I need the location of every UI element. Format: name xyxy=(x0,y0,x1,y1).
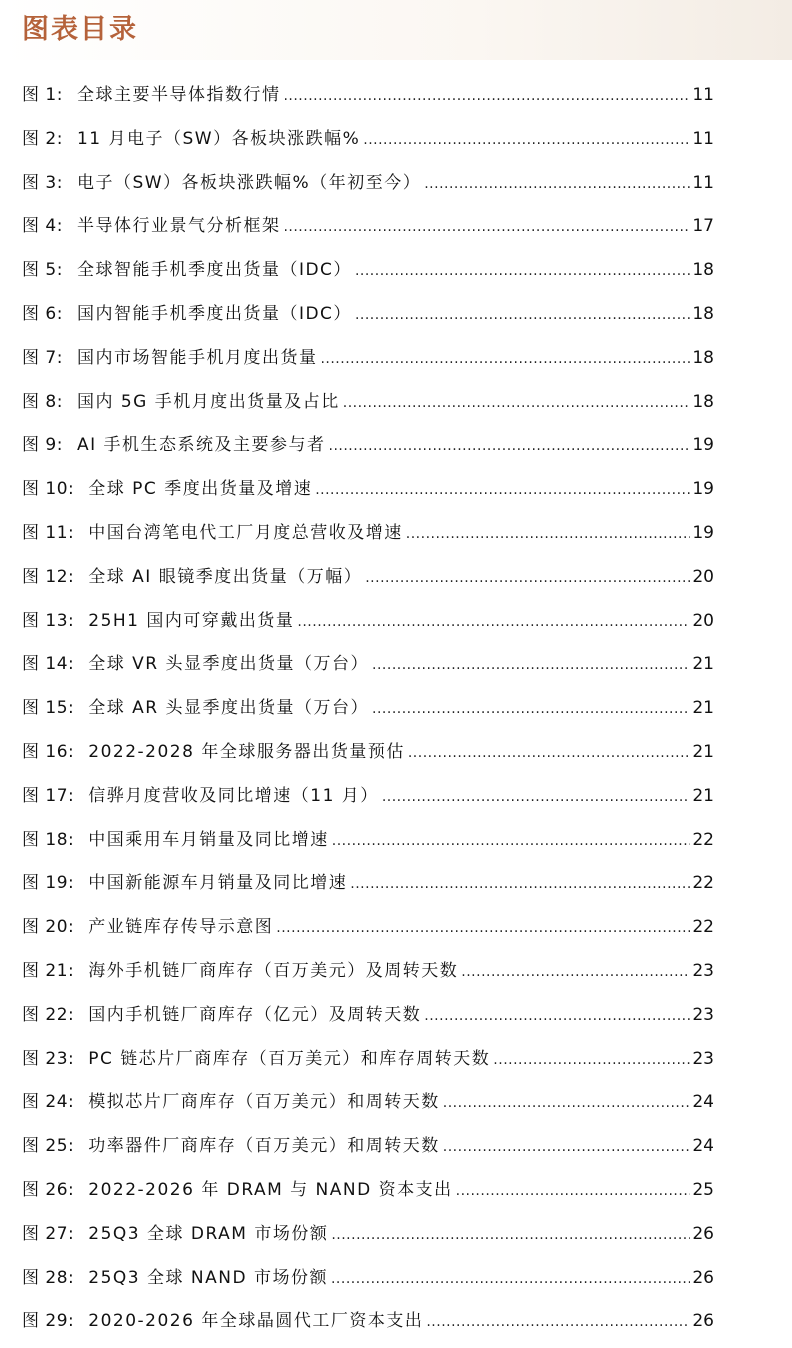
figure-title: 国内手机链厂商库存（亿元）及周转天数 xyxy=(88,1004,422,1025)
figure-number: 图 3: xyxy=(22,172,63,193)
figure-title: 功率器件厂商库存（百万美元）和周转天数 xyxy=(88,1136,440,1157)
dot-leader xyxy=(332,824,691,858)
page-number: 24 xyxy=(692,1092,714,1113)
figure-number: 图 1: xyxy=(22,85,63,105)
dot-leader xyxy=(406,517,691,551)
figure-number: 图 29: xyxy=(22,1311,75,1332)
dot-leader xyxy=(355,254,690,288)
toc-entry[interactable] xyxy=(22,604,714,648)
figure-title: 国内智能手机季度出货量（IDC） xyxy=(76,303,352,324)
page-number: 20 xyxy=(692,610,714,631)
page-number: 19 xyxy=(692,435,714,456)
figure-number: 图 17: xyxy=(22,785,75,806)
page-number: 18 xyxy=(692,303,714,324)
toc-entry[interactable] xyxy=(22,735,714,779)
dot-leader xyxy=(283,210,690,244)
page-number: 22 xyxy=(692,917,714,938)
dot-leader xyxy=(372,692,690,726)
dot-leader xyxy=(329,429,691,463)
toc-entry[interactable] xyxy=(22,1042,714,1086)
toc-entry[interactable] xyxy=(22,428,714,472)
page-number: 19 xyxy=(692,479,714,500)
figure-title: PC 链芯片厂商库存（百万美元）和库存周转天数 xyxy=(88,1048,491,1069)
toc-entry[interactable] xyxy=(22,166,714,210)
figure-title: 全球 AI 眼镜季度出货量（万幅） xyxy=(88,566,363,587)
dot-leader xyxy=(320,342,690,376)
page-number: 23 xyxy=(692,960,714,981)
page-number: 26 xyxy=(692,1311,714,1332)
figure-title: 11 月电子（SW）各板块涨跌幅% xyxy=(76,128,361,149)
dot-leader xyxy=(426,1305,690,1339)
figure-number: 图 22: xyxy=(22,1004,75,1025)
dot-leader xyxy=(424,999,690,1033)
figure-toc-list xyxy=(22,78,714,1348)
dot-leader xyxy=(493,1043,690,1077)
figure-title: 国内 5G 手机月度出货量及占比 xyxy=(76,391,340,412)
page-number: 23 xyxy=(692,1004,714,1025)
toc-entry[interactable] xyxy=(22,647,714,691)
figure-number: 图 10: xyxy=(22,479,75,500)
toc-entry[interactable] xyxy=(22,385,714,429)
toc-entry[interactable] xyxy=(22,1173,714,1217)
toc-entry[interactable] xyxy=(22,472,714,516)
toc-entry[interactable] xyxy=(22,209,714,253)
figure-number: 图 28: xyxy=(22,1267,75,1288)
toc-entry[interactable] xyxy=(22,954,714,998)
toc-entry[interactable] xyxy=(22,1304,714,1348)
toc-entry[interactable] xyxy=(22,691,714,735)
page-number: 26 xyxy=(692,1223,714,1244)
page-number: 21 xyxy=(692,698,714,719)
figure-title: 半导体行业景气分析框架 xyxy=(76,216,281,237)
toc-entry[interactable] xyxy=(22,516,714,560)
figure-number: 图 18: xyxy=(22,829,75,850)
figure-number: 图 9: xyxy=(22,435,63,456)
toc-entry[interactable] xyxy=(22,866,714,910)
toc-entry[interactable] xyxy=(22,78,714,122)
page-number: 23 xyxy=(692,1048,714,1069)
toc-entry[interactable] xyxy=(22,253,714,297)
figure-number: 图 15: xyxy=(22,698,75,719)
figure-number: 图 6: xyxy=(22,303,63,324)
dot-leader xyxy=(315,473,690,507)
toc-entry[interactable] xyxy=(22,998,714,1042)
page-number: 26 xyxy=(692,1267,714,1288)
figure-title: 中国新能源车月销量及同比增速 xyxy=(88,873,348,894)
figure-number: 图 8: xyxy=(22,391,63,412)
dot-leader xyxy=(456,1174,691,1208)
figure-title: 海外手机链厂商库存（百万美元）及周转天数 xyxy=(88,960,459,981)
page-number: 21 xyxy=(692,741,714,762)
figure-number: 图 14: xyxy=(22,654,75,675)
figure-number: 图 4: xyxy=(22,216,63,237)
dot-leader xyxy=(408,736,691,770)
toc-entry[interactable] xyxy=(22,1085,714,1129)
dot-leader xyxy=(363,123,690,157)
toc-entry[interactable] xyxy=(22,779,714,823)
figure-title: 中国乘用车月销量及同比增速 xyxy=(88,829,329,850)
page-number: 21 xyxy=(692,654,714,675)
dot-leader xyxy=(331,1262,690,1296)
figure-number: 图 24: xyxy=(22,1092,75,1113)
dot-leader xyxy=(382,780,691,814)
figure-title: 全球 VR 头显季度出货量（万台） xyxy=(88,654,370,675)
figure-number: 图 21: xyxy=(22,960,75,981)
dot-leader xyxy=(350,867,690,901)
dot-leader xyxy=(331,1218,690,1252)
dot-leader xyxy=(355,298,690,332)
dot-leader xyxy=(343,386,691,420)
figure-number: 图 27: xyxy=(22,1223,75,1244)
figure-title: 2022-2028 年全球服务器出货量预估 xyxy=(88,741,405,762)
figure-title: 全球智能手机季度出货量（IDC） xyxy=(76,260,352,281)
figure-number: 图 11: xyxy=(22,522,75,543)
figure-number: 图 25: xyxy=(22,1136,75,1157)
figure-number: 图 7: xyxy=(22,347,63,368)
toc-entry[interactable] xyxy=(22,1129,714,1173)
figure-title: 全球主要半导体指数行情 xyxy=(76,85,281,105)
figure-title: 电子（SW）各板块涨跌幅%（年初至今） xyxy=(76,172,422,193)
figure-number: 图 16: xyxy=(22,741,75,762)
figure-title: AI 手机生态系统及主要参与者 xyxy=(76,435,326,456)
page-number: 19 xyxy=(692,522,714,543)
page-number: 11 xyxy=(692,172,714,193)
dot-leader xyxy=(372,648,690,682)
page-number: 18 xyxy=(692,391,714,412)
figure-number: 图 26: xyxy=(22,1179,75,1200)
page-title: 图表目录 xyxy=(22,14,138,45)
dot-leader xyxy=(276,911,690,945)
figure-title: 全球 AR 头显季度出货量（万台） xyxy=(88,698,370,719)
toc-entry[interactable] xyxy=(22,560,714,604)
figure-title: 国内市场智能手机月度出货量 xyxy=(76,347,318,368)
page-number: 25 xyxy=(692,1179,714,1200)
figure-number: 图 2: xyxy=(22,128,63,149)
dot-leader xyxy=(297,605,690,639)
page-number: 18 xyxy=(692,260,714,281)
dot-leader xyxy=(461,955,690,989)
figure-title: 全球 PC 季度出货量及增速 xyxy=(88,479,313,500)
page-number: 24 xyxy=(692,1136,714,1157)
page-number: 11 xyxy=(692,85,714,105)
figure-title: 25Q3 全球 DRAM 市场份额 xyxy=(88,1223,329,1244)
figure-number: 图 19: xyxy=(22,873,75,894)
page-number: 20 xyxy=(692,566,714,587)
page-number: 17 xyxy=(692,216,714,237)
page-number: 21 xyxy=(692,785,714,806)
figure-title: 产业链库存传导示意图 xyxy=(88,917,274,938)
dot-leader xyxy=(283,79,690,113)
figure-title: 2020-2026 年全球晶圆代工厂资本支出 xyxy=(88,1311,424,1332)
toc-entry[interactable] xyxy=(22,341,714,385)
page-number: 22 xyxy=(692,873,714,894)
toc-entry[interactable] xyxy=(22,1261,714,1305)
dot-leader xyxy=(424,167,690,201)
figure-title: 模拟芯片厂商库存（百万美元）和周转天数 xyxy=(88,1092,440,1113)
figure-title: 2022-2026 年 DRAM 与 NAND 资本支出 xyxy=(88,1179,453,1200)
figure-number: 图 5: xyxy=(22,260,63,281)
page-number: 18 xyxy=(692,347,714,368)
page-number: 11 xyxy=(692,128,714,149)
figure-number: 图 20: xyxy=(22,917,75,938)
figure-number: 图 12: xyxy=(22,566,75,587)
figure-title: 25H1 国内可穿戴出货量 xyxy=(88,610,295,631)
figure-title: 中国台湾笔电代工厂月度总营收及增速 xyxy=(88,522,403,543)
toc-entry[interactable] xyxy=(22,910,714,954)
toc-entry[interactable] xyxy=(22,297,714,341)
toc-entry[interactable] xyxy=(22,1217,714,1261)
dot-leader xyxy=(365,561,690,595)
figure-title: 信骅月度营收及同比增速（11 月） xyxy=(88,785,379,806)
toc-entry[interactable] xyxy=(22,823,714,867)
figure-title: 25Q3 全球 NAND 市场份额 xyxy=(88,1267,328,1288)
page-number: 22 xyxy=(692,829,714,850)
figure-number: 图 23: xyxy=(22,1048,75,1069)
dot-leader xyxy=(443,1130,691,1164)
dot-leader xyxy=(443,1086,691,1120)
figure-number: 图 13: xyxy=(22,610,75,631)
toc-entry[interactable] xyxy=(22,122,714,166)
